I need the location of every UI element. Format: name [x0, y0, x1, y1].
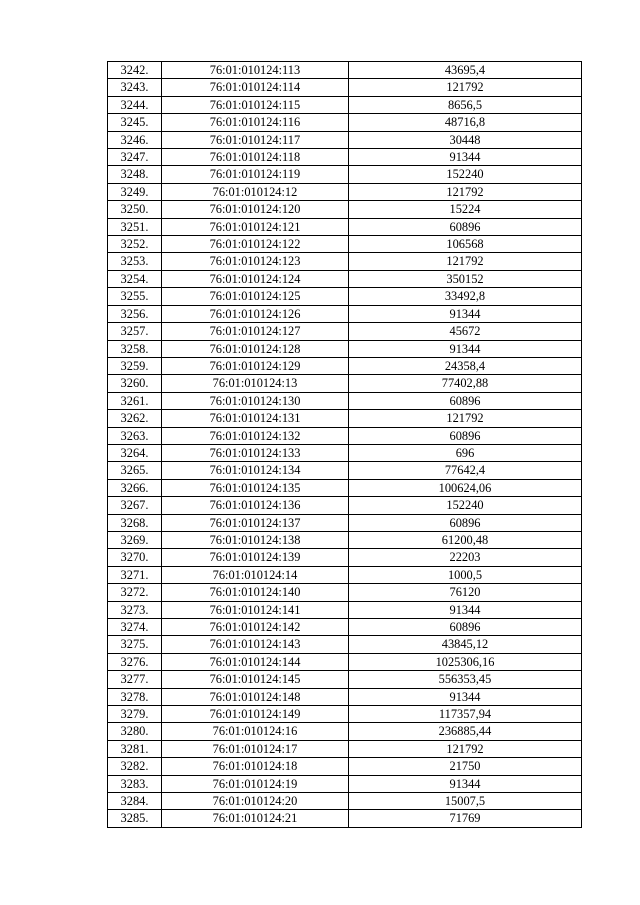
- row-number-cell: 3253.: [108, 253, 162, 270]
- table-row: [108, 514, 582, 531]
- table-row: [108, 253, 582, 270]
- value-cell: 152240: [349, 497, 582, 514]
- table-row: [108, 671, 582, 688]
- cadastral-number-cell: 76:01:010124:132: [162, 427, 349, 444]
- cadastral-number-cell: 76:01:010124:129: [162, 357, 349, 374]
- cadastral-number-cell: 76:01:010124:21: [162, 810, 349, 827]
- value-cell: 48716,8: [349, 114, 582, 131]
- row-number-cell: 3243.: [108, 79, 162, 96]
- row-number-cell: 3250.: [108, 201, 162, 218]
- table-row: [108, 62, 582, 79]
- cadastral-number-cell: 76:01:010124:20: [162, 793, 349, 810]
- row-number-cell: 3252.: [108, 236, 162, 253]
- cadastral-number-cell: 76:01:010124:115: [162, 96, 349, 113]
- row-number-cell: 3285.: [108, 810, 162, 827]
- row-number-cell: 3273.: [108, 601, 162, 618]
- cadastral-number-cell: 76:01:010124:143: [162, 636, 349, 653]
- row-number-cell: 3284.: [108, 793, 162, 810]
- cadastral-number-cell: 76:01:010124:128: [162, 340, 349, 357]
- cadastral-number-cell: 76:01:010124:135: [162, 479, 349, 496]
- cadastral-number-cell: 76:01:010124:125: [162, 288, 349, 305]
- table-row: [108, 758, 582, 775]
- cadastral-number-cell: 76:01:010124:144: [162, 653, 349, 670]
- row-number-cell: 3246.: [108, 131, 162, 148]
- cadastral-number-cell: 76:01:010124:12: [162, 183, 349, 200]
- cadastral-number-cell: 76:01:010124:139: [162, 549, 349, 566]
- row-number-cell: 3254.: [108, 270, 162, 287]
- table-row: [108, 288, 582, 305]
- cadastral-number-cell: 76:01:010124:149: [162, 706, 349, 723]
- table-row: [108, 740, 582, 757]
- value-cell: 33492,8: [349, 288, 582, 305]
- table-row: [108, 183, 582, 200]
- row-number-cell: 3274.: [108, 619, 162, 636]
- value-cell: 121792: [349, 740, 582, 757]
- row-number-cell: 3277.: [108, 671, 162, 688]
- value-cell: 60896: [349, 619, 582, 636]
- row-number-cell: 3281.: [108, 740, 162, 757]
- value-cell: 91344: [349, 688, 582, 705]
- table-row: [108, 357, 582, 374]
- table-row: [108, 201, 582, 218]
- value-cell: 76120: [349, 584, 582, 601]
- value-cell: 8656,5: [349, 96, 582, 113]
- value-cell: 121792: [349, 183, 582, 200]
- row-number-cell: 3257.: [108, 323, 162, 340]
- table-row: [108, 497, 582, 514]
- row-number-cell: 3249.: [108, 183, 162, 200]
- cadastral-number-cell: 76:01:010124:134: [162, 462, 349, 479]
- cadastral-number-cell: 76:01:010124:123: [162, 253, 349, 270]
- row-number-cell: 3270.: [108, 549, 162, 566]
- row-number-cell: 3245.: [108, 114, 162, 131]
- row-number-cell: 3282.: [108, 758, 162, 775]
- row-number-cell: 3263.: [108, 427, 162, 444]
- value-cell: 60896: [349, 218, 582, 235]
- row-number-cell: 3269.: [108, 531, 162, 548]
- value-cell: 43845,12: [349, 636, 582, 653]
- table-row: [108, 218, 582, 235]
- table-row: [108, 688, 582, 705]
- cadastral-number-cell: 76:01:010124:127: [162, 323, 349, 340]
- cadastral-number-cell: 76:01:010124:16: [162, 723, 349, 740]
- row-number-cell: 3242.: [108, 62, 162, 79]
- row-number-cell: 3264.: [108, 444, 162, 461]
- cadastral-number-cell: 76:01:010124:124: [162, 270, 349, 287]
- value-cell: 1025306,16: [349, 653, 582, 670]
- row-number-cell: 3266.: [108, 479, 162, 496]
- value-cell: 152240: [349, 166, 582, 183]
- value-cell: 24358,4: [349, 357, 582, 374]
- cadastral-number-cell: 76:01:010124:137: [162, 514, 349, 531]
- row-number-cell: 3272.: [108, 584, 162, 601]
- cadastral-number-cell: 76:01:010124:126: [162, 305, 349, 322]
- value-cell: 91344: [349, 305, 582, 322]
- row-number-cell: 3251.: [108, 218, 162, 235]
- row-number-cell: 3278.: [108, 688, 162, 705]
- row-number-cell: 3268.: [108, 514, 162, 531]
- value-cell: 60896: [349, 392, 582, 409]
- table-row: [108, 131, 582, 148]
- cadastral-number-cell: 76:01:010124:133: [162, 444, 349, 461]
- value-cell: 1000,5: [349, 566, 582, 583]
- cadastral-number-cell: 76:01:010124:148: [162, 688, 349, 705]
- cadastral-number-cell: 76:01:010124:138: [162, 531, 349, 548]
- row-number-cell: 3256.: [108, 305, 162, 322]
- value-cell: 77642,4: [349, 462, 582, 479]
- cadastral-number-cell: 76:01:010124:130: [162, 392, 349, 409]
- cadastral-number-cell: 76:01:010124:121: [162, 218, 349, 235]
- table-row: [108, 149, 582, 166]
- row-number-cell: 3276.: [108, 653, 162, 670]
- row-number-cell: 3271.: [108, 566, 162, 583]
- table-row: [108, 340, 582, 357]
- value-cell: 236885,44: [349, 723, 582, 740]
- cadastral-number-cell: 76:01:010124:19: [162, 775, 349, 792]
- row-number-cell: 3280.: [108, 723, 162, 740]
- cadastral-number-cell: 76:01:010124:140: [162, 584, 349, 601]
- value-cell: 45672: [349, 323, 582, 340]
- value-cell: 43695,4: [349, 62, 582, 79]
- row-number-cell: 3262.: [108, 410, 162, 427]
- cadastral-number-cell: 76:01:010124:142: [162, 619, 349, 636]
- value-cell: 15007,5: [349, 793, 582, 810]
- value-cell: 91344: [349, 340, 582, 357]
- cadastral-number-cell: 76:01:010124:17: [162, 740, 349, 757]
- table-row: [108, 810, 582, 827]
- value-cell: 696: [349, 444, 582, 461]
- cadastral-number-cell: 76:01:010124:13: [162, 375, 349, 392]
- cadastral-number-cell: 76:01:010124:131: [162, 410, 349, 427]
- row-number-cell: 3259.: [108, 357, 162, 374]
- cadastral-number-cell: 76:01:010124:136: [162, 497, 349, 514]
- table-row: [108, 566, 582, 583]
- value-cell: 100624,06: [349, 479, 582, 496]
- table-row: [108, 723, 582, 740]
- value-cell: 91344: [349, 601, 582, 618]
- value-cell: 121792: [349, 410, 582, 427]
- value-cell: 61200,48: [349, 531, 582, 548]
- value-cell: 30448: [349, 131, 582, 148]
- row-number-cell: 3267.: [108, 497, 162, 514]
- table-row: [108, 584, 582, 601]
- row-number-cell: 3279.: [108, 706, 162, 723]
- table-row: [108, 305, 582, 322]
- value-cell: 350152: [349, 270, 582, 287]
- row-number-cell: 3275.: [108, 636, 162, 653]
- table-row: [108, 775, 582, 792]
- table-row: [108, 549, 582, 566]
- table-row: [108, 462, 582, 479]
- table-row: [108, 114, 582, 131]
- cadastral-number-cell: 76:01:010124:118: [162, 149, 349, 166]
- value-cell: 22203: [349, 549, 582, 566]
- table-row: [108, 427, 582, 444]
- cadastral-number-cell: 76:01:010124:119: [162, 166, 349, 183]
- cadastral-number-cell: 76:01:010124:145: [162, 671, 349, 688]
- cadastral-number-cell: 76:01:010124:114: [162, 79, 349, 96]
- table-row: [108, 79, 582, 96]
- table-body: [108, 62, 582, 828]
- value-cell: 91344: [349, 149, 582, 166]
- table-row: [108, 601, 582, 618]
- cadastral-number-cell: 76:01:010124:116: [162, 114, 349, 131]
- table-row: [108, 410, 582, 427]
- table-row: [108, 619, 582, 636]
- value-cell: 121792: [349, 79, 582, 96]
- cadastral-number-cell: 76:01:010124:18: [162, 758, 349, 775]
- table-row: [108, 636, 582, 653]
- value-cell: 556353,45: [349, 671, 582, 688]
- row-number-cell: 3265.: [108, 462, 162, 479]
- table-row: [108, 479, 582, 496]
- value-cell: 121792: [349, 253, 582, 270]
- table-row: [108, 793, 582, 810]
- value-cell: 91344: [349, 775, 582, 792]
- table-row: [108, 375, 582, 392]
- value-cell: 77402,88: [349, 375, 582, 392]
- cadastral-number-cell: 76:01:010124:141: [162, 601, 349, 618]
- value-cell: 60896: [349, 514, 582, 531]
- table-row: [108, 531, 582, 548]
- cadastral-number-cell: 76:01:010124:122: [162, 236, 349, 253]
- row-number-cell: 3283.: [108, 775, 162, 792]
- value-cell: 117357,94: [349, 706, 582, 723]
- table-row: [108, 270, 582, 287]
- row-number-cell: 3248.: [108, 166, 162, 183]
- row-number-cell: 3255.: [108, 288, 162, 305]
- cadastral-value-table: [107, 61, 582, 828]
- value-cell: 21750: [349, 758, 582, 775]
- cadastral-number-cell: 76:01:010124:117: [162, 131, 349, 148]
- value-cell: 15224: [349, 201, 582, 218]
- table-row: [108, 392, 582, 409]
- table-row: [108, 444, 582, 461]
- table-row: [108, 236, 582, 253]
- value-cell: 106568: [349, 236, 582, 253]
- row-number-cell: 3247.: [108, 149, 162, 166]
- row-number-cell: 3244.: [108, 96, 162, 113]
- row-number-cell: 3258.: [108, 340, 162, 357]
- table-row: [108, 706, 582, 723]
- value-cell: 71769: [349, 810, 582, 827]
- table-row: [108, 323, 582, 340]
- cadastral-number-cell: 76:01:010124:120: [162, 201, 349, 218]
- row-number-cell: 3261.: [108, 392, 162, 409]
- cadastral-number-cell: 76:01:010124:14: [162, 566, 349, 583]
- row-number-cell: 3260.: [108, 375, 162, 392]
- table-row: [108, 653, 582, 670]
- table-row: [108, 166, 582, 183]
- value-cell: 60896: [349, 427, 582, 444]
- cadastral-number-cell: 76:01:010124:113: [162, 62, 349, 79]
- table-row: [108, 96, 582, 113]
